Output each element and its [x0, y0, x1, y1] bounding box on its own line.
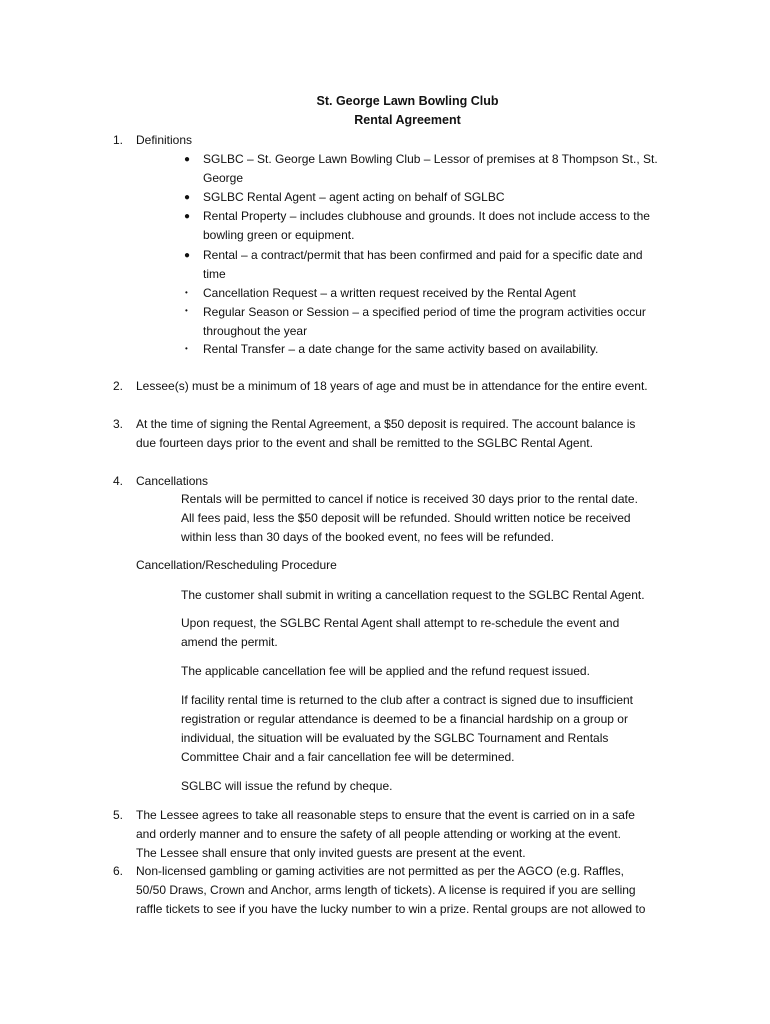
paragraph-line: due fourteen days prior to the event and shall be remitted to the SGLBC Rental Agent. — [136, 436, 593, 450]
paragraph-line: Rentals will be permitted to cancel if notice is received 30 days prior to the rental date. — [181, 492, 638, 506]
procedure-line: The customer shall submit in writing a cancellation request to the SGLBC Rental Agent. — [181, 588, 645, 602]
section-number: 6. — [113, 864, 124, 878]
section-number: 4. — [113, 474, 124, 488]
procedure-line: If facility rental time is returned to the club after a contract is signed due to insufficient — [181, 693, 634, 707]
section-number: 3. — [113, 417, 124, 431]
definition-text: Cancellation Request – a written request received by the Rental Agent — [203, 286, 576, 300]
section-number: 2. — [113, 379, 124, 393]
procedure-line: registration or regular attendance is deemed to be a financial hardship on a group or — [181, 712, 628, 726]
section-heading: Cancellations — [136, 474, 209, 488]
paragraph-line: At the time of signing the Rental Agreement, a $50 deposit is required. The account balance is — [136, 417, 636, 431]
definition-text: throughout the year — [203, 324, 308, 338]
bullet-icon: • — [185, 306, 188, 315]
definition-text: time — [203, 267, 226, 281]
paragraph-line: Non-licensed gambling or gaming activities are not permitted as per the AGCO (e.g. Raffles, — [136, 864, 625, 878]
definition-text: Rental – a contract/permit that has been confirmed and paid for a specific date and — [203, 248, 643, 262]
definition-text: Regular Season or Session – a specified period of time the program activities occur — [203, 305, 646, 319]
procedure-line: individual, the situation will be evaluated by the SGLBC Tournament and Rentals — [181, 731, 609, 745]
definition-text: George — [203, 171, 244, 185]
paragraph-line: within less than 30 days of the booked event, no fees will be refunded. — [181, 530, 554, 544]
bullet-icon: ● — [184, 154, 191, 165]
paragraph-line: All fees paid, less the $50 deposit will be refunded. Should written notice be received — [181, 511, 631, 525]
paragraph-line: Lessee(s) must be a minimum of 18 years of age and must be in attendance for the entire event. — [136, 379, 648, 393]
definition-text: SGLBC – St. George Lawn Bowling Club – Lessor of premises at 8 Thompson St., St. — [203, 152, 658, 166]
paragraph-line: raffle tickets to see if you have the lucky number to win a prize. Rental groups are not allowed to — [136, 902, 646, 916]
procedure-line: SGLBC will issue the refund by cheque. — [181, 779, 393, 793]
definition-text: Rental Transfer – a date change for the same activity based on availability. — [203, 342, 599, 356]
procedure-line: Upon request, the SGLBC Rental Agent shall attempt to re-schedule the event and — [181, 616, 620, 630]
section-heading: Definitions — [136, 133, 193, 147]
subsection-heading: Cancellation/Rescheduling Procedure — [136, 558, 337, 572]
paragraph-line: 50/50 Draws, Crown and Anchor, arms length of tickets). A license is required if you are selling — [136, 883, 636, 897]
bullet-icon: ● — [184, 211, 191, 222]
paragraph-line: and orderly manner and to ensure the safety of all people attending or working at the event. — [136, 827, 621, 841]
bullet-icon: • — [185, 288, 188, 297]
bullet-icon: ● — [184, 250, 191, 261]
definition-text: SGLBC Rental Agent – agent acting on behalf of SGLBC — [203, 190, 505, 204]
definition-text: Rental Property – includes clubhouse and grounds. It does not include access to the — [203, 209, 650, 223]
section-number: 1. — [113, 133, 124, 147]
document-title: St. George Lawn Bowling Club — [316, 94, 499, 108]
section-number: 5. — [113, 808, 124, 822]
bullet-icon: • — [185, 344, 188, 353]
document-subtitle: Rental Agreement — [354, 113, 461, 127]
bullet-icon: ● — [184, 192, 191, 203]
definition-text: bowling green or equipment. — [203, 228, 355, 242]
procedure-line: Committee Chair and a fair cancellation fee will be determined. — [181, 750, 515, 764]
paragraph-line: The Lessee shall ensure that only invited guests are present at the event. — [136, 846, 526, 860]
paragraph-line: The Lessee agrees to take all reasonable steps to ensure that the event is carried on in a safe — [136, 808, 635, 822]
procedure-line: amend the permit. — [181, 635, 278, 649]
procedure-line: The applicable cancellation fee will be applied and the refund request issued. — [181, 664, 590, 678]
